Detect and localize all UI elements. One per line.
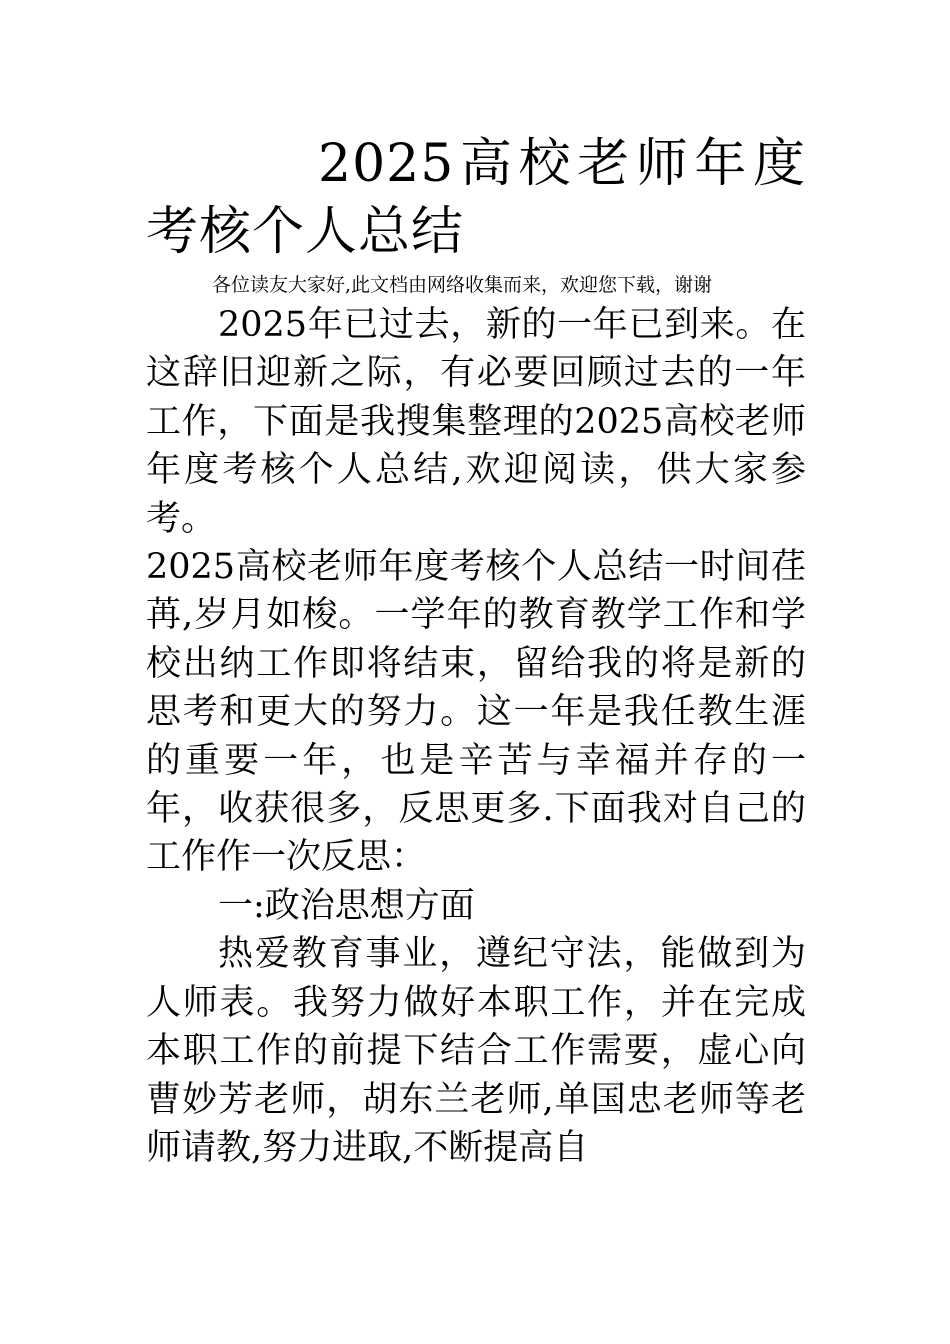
paragraph-summary-one: 2025高校老师年度考核个人总结一时间荏苒,岁月如梭。一学年的教育教学工作和学校出纳工作即将结束，留给我的将是新的思考和更大的努力。这一年是我任教生涯的重要一年，也是辛苦与幸福并存的一年，收获很多，反思更多.下面我对自己的工作作一次反思： xyxy=(146,547,806,878)
paragraph-political: 热爱教育事业，遵纪守法，能做到为人师表。我努力做好本职工作，并在完成本职工作的前提下结合工作需要，虚心向曹妙芳老师，胡东兰老师,单国忠老师等老师请教,努力进取,不断提高自 xyxy=(146,934,806,1168)
section-heading-political: 一:政治思想方面 xyxy=(218,885,475,926)
document-title: 2025高校老师年度考核个人总结 xyxy=(146,134,806,262)
document-subtitle: 各位读友大家好,此文档由网络收集而来，欢迎您下载，谢谢 xyxy=(212,274,713,296)
paragraph-intro: 2025年已过去，新的一年已到来。在这辞旧迎新之际，有必要回顾过去的一年工作，下面是我搜集整理的2025高校老师年度考核个人总结,欢迎阅读，供大家参考。 xyxy=(146,305,806,539)
document-body xyxy=(146,301,806,1172)
